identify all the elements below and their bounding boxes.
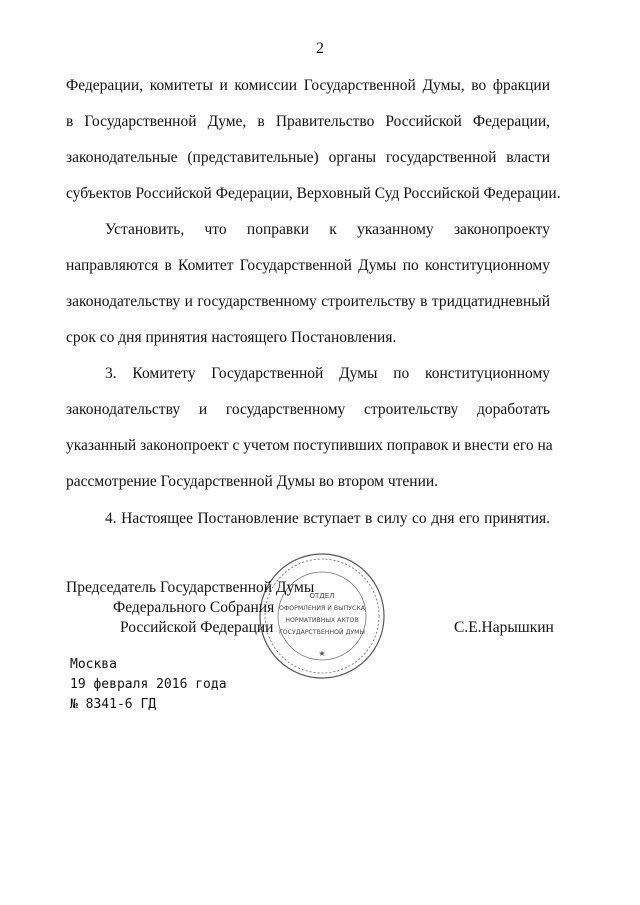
body-line: рассмотрение Государственной Думы во втором чтении. (66, 473, 439, 490)
body-line: указанный законопроект с учетом поступивших поправок и внести его на (66, 437, 553, 454)
body-line: срок со дня принятия настоящего Постановления. (66, 329, 397, 346)
body-line: 4. Настоящее Постановление вступает в силу со дня его принятия. (105, 510, 550, 527)
stamp-text: ГОСУДАРСТВЕННОЙ ДУМЫ (279, 629, 365, 636)
stamp-text: ОФОРМЛЕНИЯ И ВЫПУСКА (279, 605, 365, 612)
signatory-title-line2: Федерального Собрания (113, 599, 275, 616)
signatory-title-line3: Российской Федерации (120, 619, 274, 636)
body-line: законодательству и государственному строительству доработать (66, 401, 550, 418)
body-line: Федерации, комитеты и комиссии Государственной Думы, во фракции (66, 77, 550, 94)
stamp-text: ОТДЕЛ (309, 592, 335, 600)
body-line: в Государственной Думе, в Правительство Российской Федерации, (66, 113, 550, 130)
signatory-name: С.Е.Нарышкин (454, 619, 554, 636)
body-line: Установить, что поправки к указанному законопроекту (105, 221, 550, 238)
stamp-seal (256, 550, 388, 682)
body-line: законодательству и государственному строительству в тридцатидневный (66, 293, 550, 310)
footer-date: 19 февраля 2016 года (70, 677, 227, 692)
footer-number: № 8341-6 ГД (70, 697, 157, 712)
signatory-title-line1: Председатель Государственной Думы (66, 579, 315, 596)
body-line: законодательные (представительные) органы государственной власти (66, 149, 550, 166)
page-number: 2 (316, 40, 324, 57)
stamp-text: НОРМАТИВНЫХ АКТОВ (285, 617, 359, 624)
footer-city: Москва (70, 657, 117, 672)
body-line: субъектов Российской Федерации, Верховный Суд Российской Федерации. (66, 185, 561, 202)
svg-text:★: ★ (318, 649, 326, 658)
body-line: направляются в Комитет Государственной Думы по конституционному (66, 257, 550, 274)
body-line: 3. Комитету Государственной Думы по конституционному (105, 365, 550, 382)
